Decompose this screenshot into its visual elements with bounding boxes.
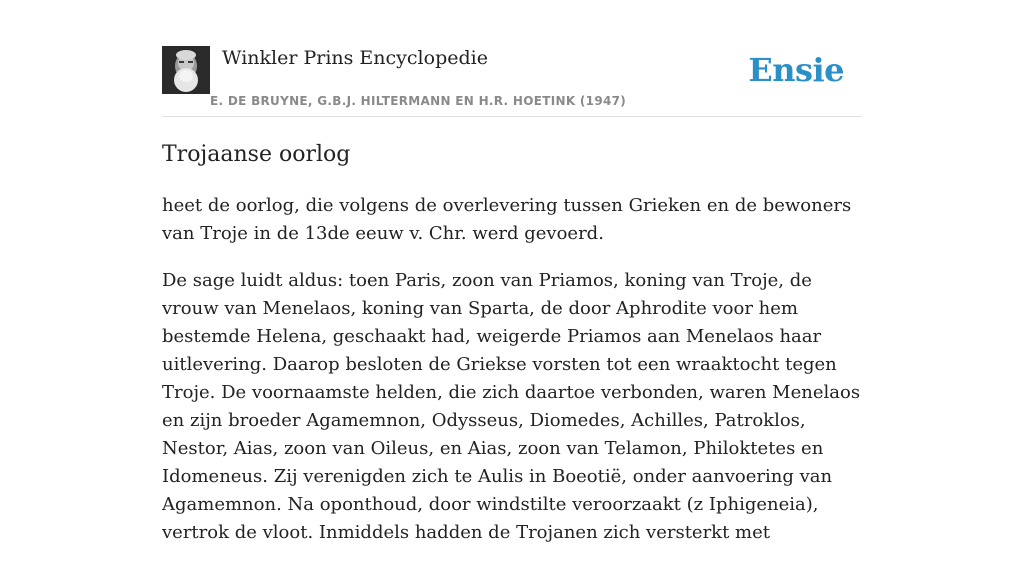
article-title: Trojaanse oorlog [162,142,351,167]
source-authors: E. DE BRUYNE, G.B.J. HILTERMANN EN H.R. HOETINK (1947) [210,94,627,108]
article-body [162,192,862,566]
source-header [162,0,862,117]
page-container [162,0,862,543]
article-paragraph: heet de oorlog, die volgens de overlevering tussen Grieken en de bewoners van Troje in de 13de eeuw v. Chr. werd gevoerd. [162,195,852,244]
article-paragraph: De sage luidt aldus: toen Paris, zoon van Priamos, koning van Troje, de vrouw van Menelaos, koning van Sparta, de door Aphrodite voor hem bestemde Helena, geschaakt had, weigerde Priamos aan Menelaos haar uitlevering. Daarop besloten de Griekse vorsten tot een wraaktocht tegen Troje. De voornaamste helden, die zich daartoe verbonden, waren Menelaos en zijn broeder Agamemnon, Odysseus, Diomedes, Achilles, Patroklos, Nestor, Aias, zoon van Oileus, en Aias, zoon van Telamon, Philoktetes en Idomeneus. Zij verenigden zich te Aulis in Boeotië, onder aanvoering van Agamemnon. Na oponthoud, door windstilte veroorzaakt (z Iphigeneia), vertrok de vloot. Inmiddels hadden de Trojanen zich versterkt met [162,270,861,543]
source-title[interactable]: Winkler Prins Encyclopedie [222,47,488,69]
author-avatar [162,46,210,94]
ensie-logo[interactable]: Ensie [748,51,844,89]
